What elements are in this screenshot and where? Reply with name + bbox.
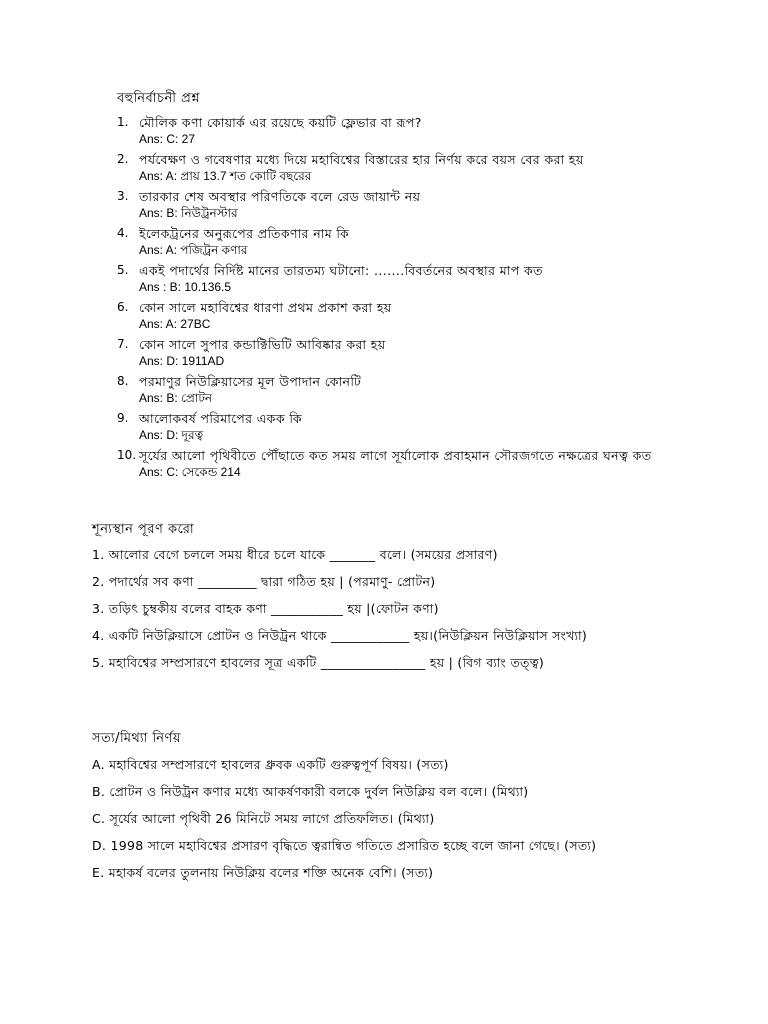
mcq-number: 4.	[117, 226, 129, 240]
true-false-list	[92, 755, 692, 890]
mcq-item	[117, 151, 697, 185]
mcq-section-title: বহুনির্বাচনী প্রশ্ন	[117, 91, 201, 106]
mcq-question: একই পদার্থের নির্দিষ্ট মানের তারতম্য ঘটানো: .......বিবর্তনের অবস্থার মাপ কত	[139, 263, 543, 278]
mcq-answer: Ans: C: 27	[139, 132, 196, 146]
mcq-answer: Ans: D: দূরত্ব	[139, 428, 204, 442]
fill-blank-item: 2. পদার্থের সব কণা _________ দ্বারা গঠিত হয় | (পরমাণু- প্রোটন)	[92, 574, 436, 589]
true-false-item: A. মহাবিশ্বের সম্প্রসারণে হাবলের ধ্রুবক একটি গুরুত্বপূর্ণ বিষয়। (সত্য)	[92, 757, 449, 772]
mcq-question: মৌলিক কণা কোয়ার্ক এর রয়েছে কয়টি ফ্লেভার বা রূপ?	[139, 115, 422, 130]
true-false-item: E. মহাকর্ষ বলের তুলনায় নিউক্লিয় বলের শক্তি অনেক বেশি। (সত্য)	[92, 865, 434, 880]
mcq-list	[117, 114, 697, 484]
true-false-item: B. প্রোটন ও নিউট্রন কণার মধ্যে আকর্ষণকারী বলকে দুর্বল নিউক্লিয় বল বলে। (মিথ্যা)	[92, 784, 529, 799]
mcq-number: 10.	[117, 448, 137, 462]
mcq-answer: Ans: B: প্রোটন	[139, 391, 213, 405]
fill-blank-item: 1. আলোর বেগে চললে সময় ধীরে চলে যাকে _______ বলে। (সময়ের প্রসারণ)	[92, 547, 498, 562]
mcq-number: 7.	[117, 337, 129, 351]
mcq-question: কোন সালে সুপার কন্ডাক্টিভিটি আবিষ্কার করা হয়	[139, 337, 386, 352]
mcq-answer: Ans: D: 1911AD	[139, 354, 225, 368]
mcq-question: পরমাণুর নিউক্লিয়াসের মূল উপাদান কোনটি	[139, 374, 362, 389]
mcq-number: 9.	[117, 411, 129, 425]
mcq-answer: Ans: A: 27BC	[139, 317, 211, 331]
mcq-number: 1.	[117, 115, 129, 129]
mcq-item	[117, 225, 697, 259]
mcq-answer: Ans: B: নিউট্রনস্টার	[139, 206, 238, 220]
mcq-item	[117, 373, 697, 407]
mcq-answer: Ans: A: প্রায় 13.7 শত কোটি বছরের	[139, 169, 312, 183]
mcq-answer: Ans: C: সেকেন্ড 214	[139, 465, 241, 479]
fill-blank-list	[92, 545, 692, 680]
mcq-item	[117, 188, 697, 222]
mcq-item	[117, 114, 697, 148]
mcq-question: পর্যবেক্ষণ ও গবেষণার মধ্যে দিয়ে মহাবিশ্বের বিস্তারের হার নির্ণয় করে বয়স বের করা হয়	[139, 152, 584, 167]
mcq-answer: Ans: A: পজিট্রন কণার	[139, 243, 248, 257]
mcq-question: তারকার শেষ অবস্থার পরিণতিকে বলে রেড জায়ান্ট নয়	[139, 189, 421, 204]
mcq-number: 2.	[117, 152, 129, 166]
mcq-question: সূর্যের আলো পৃথিবীতে পৌঁছাতে কত সময় লাগে সূর্যালোক প্রবাহমান সৌরজগতে নক্ষত্রের ঘনত্ব কত	[139, 448, 652, 463]
mcq-item	[117, 262, 697, 296]
mcq-question: কোন সালে মহাবিশ্বের ধারণা প্রথম প্রকাশ করা হয়	[139, 300, 392, 315]
fill-blank-section-title: শূন্যস্থান পূরণ করো	[92, 522, 195, 537]
true-false-item: D. 1998 সালে মহাবিশ্বের প্রসারণ বৃদ্ধিতে ত্বরান্বিত গতিতে প্রসারিত হচ্ছে বলে জানা গেছে। (সত্য)	[92, 838, 597, 853]
mcq-answer: Ans : B: 10.136.5	[139, 280, 232, 294]
fill-blank-item: 4. একটি নিউক্লিয়াসে প্রোটন ও নিউট্রন থাকে ____________ হয়।(নিউক্লিয়ন নিউক্লিয়াস সংখ্যা)	[92, 628, 588, 643]
mcq-item	[117, 336, 697, 370]
mcq-number: 6.	[117, 300, 129, 314]
true-false-section-title: সত্য/মিথ্যা নির্ণয়	[92, 731, 182, 746]
mcq-item	[117, 410, 697, 444]
mcq-number: 5.	[117, 263, 129, 277]
fill-blank-item: 3. তড়িৎ চুম্বকীয় বলের বাহক কণা ___________ হয় |(ফোটন কণা)	[92, 601, 439, 616]
mcq-item	[117, 299, 697, 333]
mcq-number: 3.	[117, 189, 129, 203]
true-false-item: C. সূর্যের আলো পৃথিবী 26 মিনিটে সময় লাগে প্রতিফলিত। (মিথ্যা)	[92, 811, 435, 826]
mcq-item	[117, 447, 697, 481]
fill-blank-item: 5. মহাবিশ্বের সম্প্রসারণে হাবলের সূত্র একটি ________________ হয় | (বিগ ব্যাং তত্ত্ব)	[92, 655, 545, 670]
mcq-question: ইলেকট্রনের অনুরূপের প্রতিকণার নাম কি	[139, 226, 350, 241]
mcq-number: 8.	[117, 374, 129, 388]
mcq-question: আলোকবর্ষ পরিমাপের একক কি	[139, 411, 303, 426]
